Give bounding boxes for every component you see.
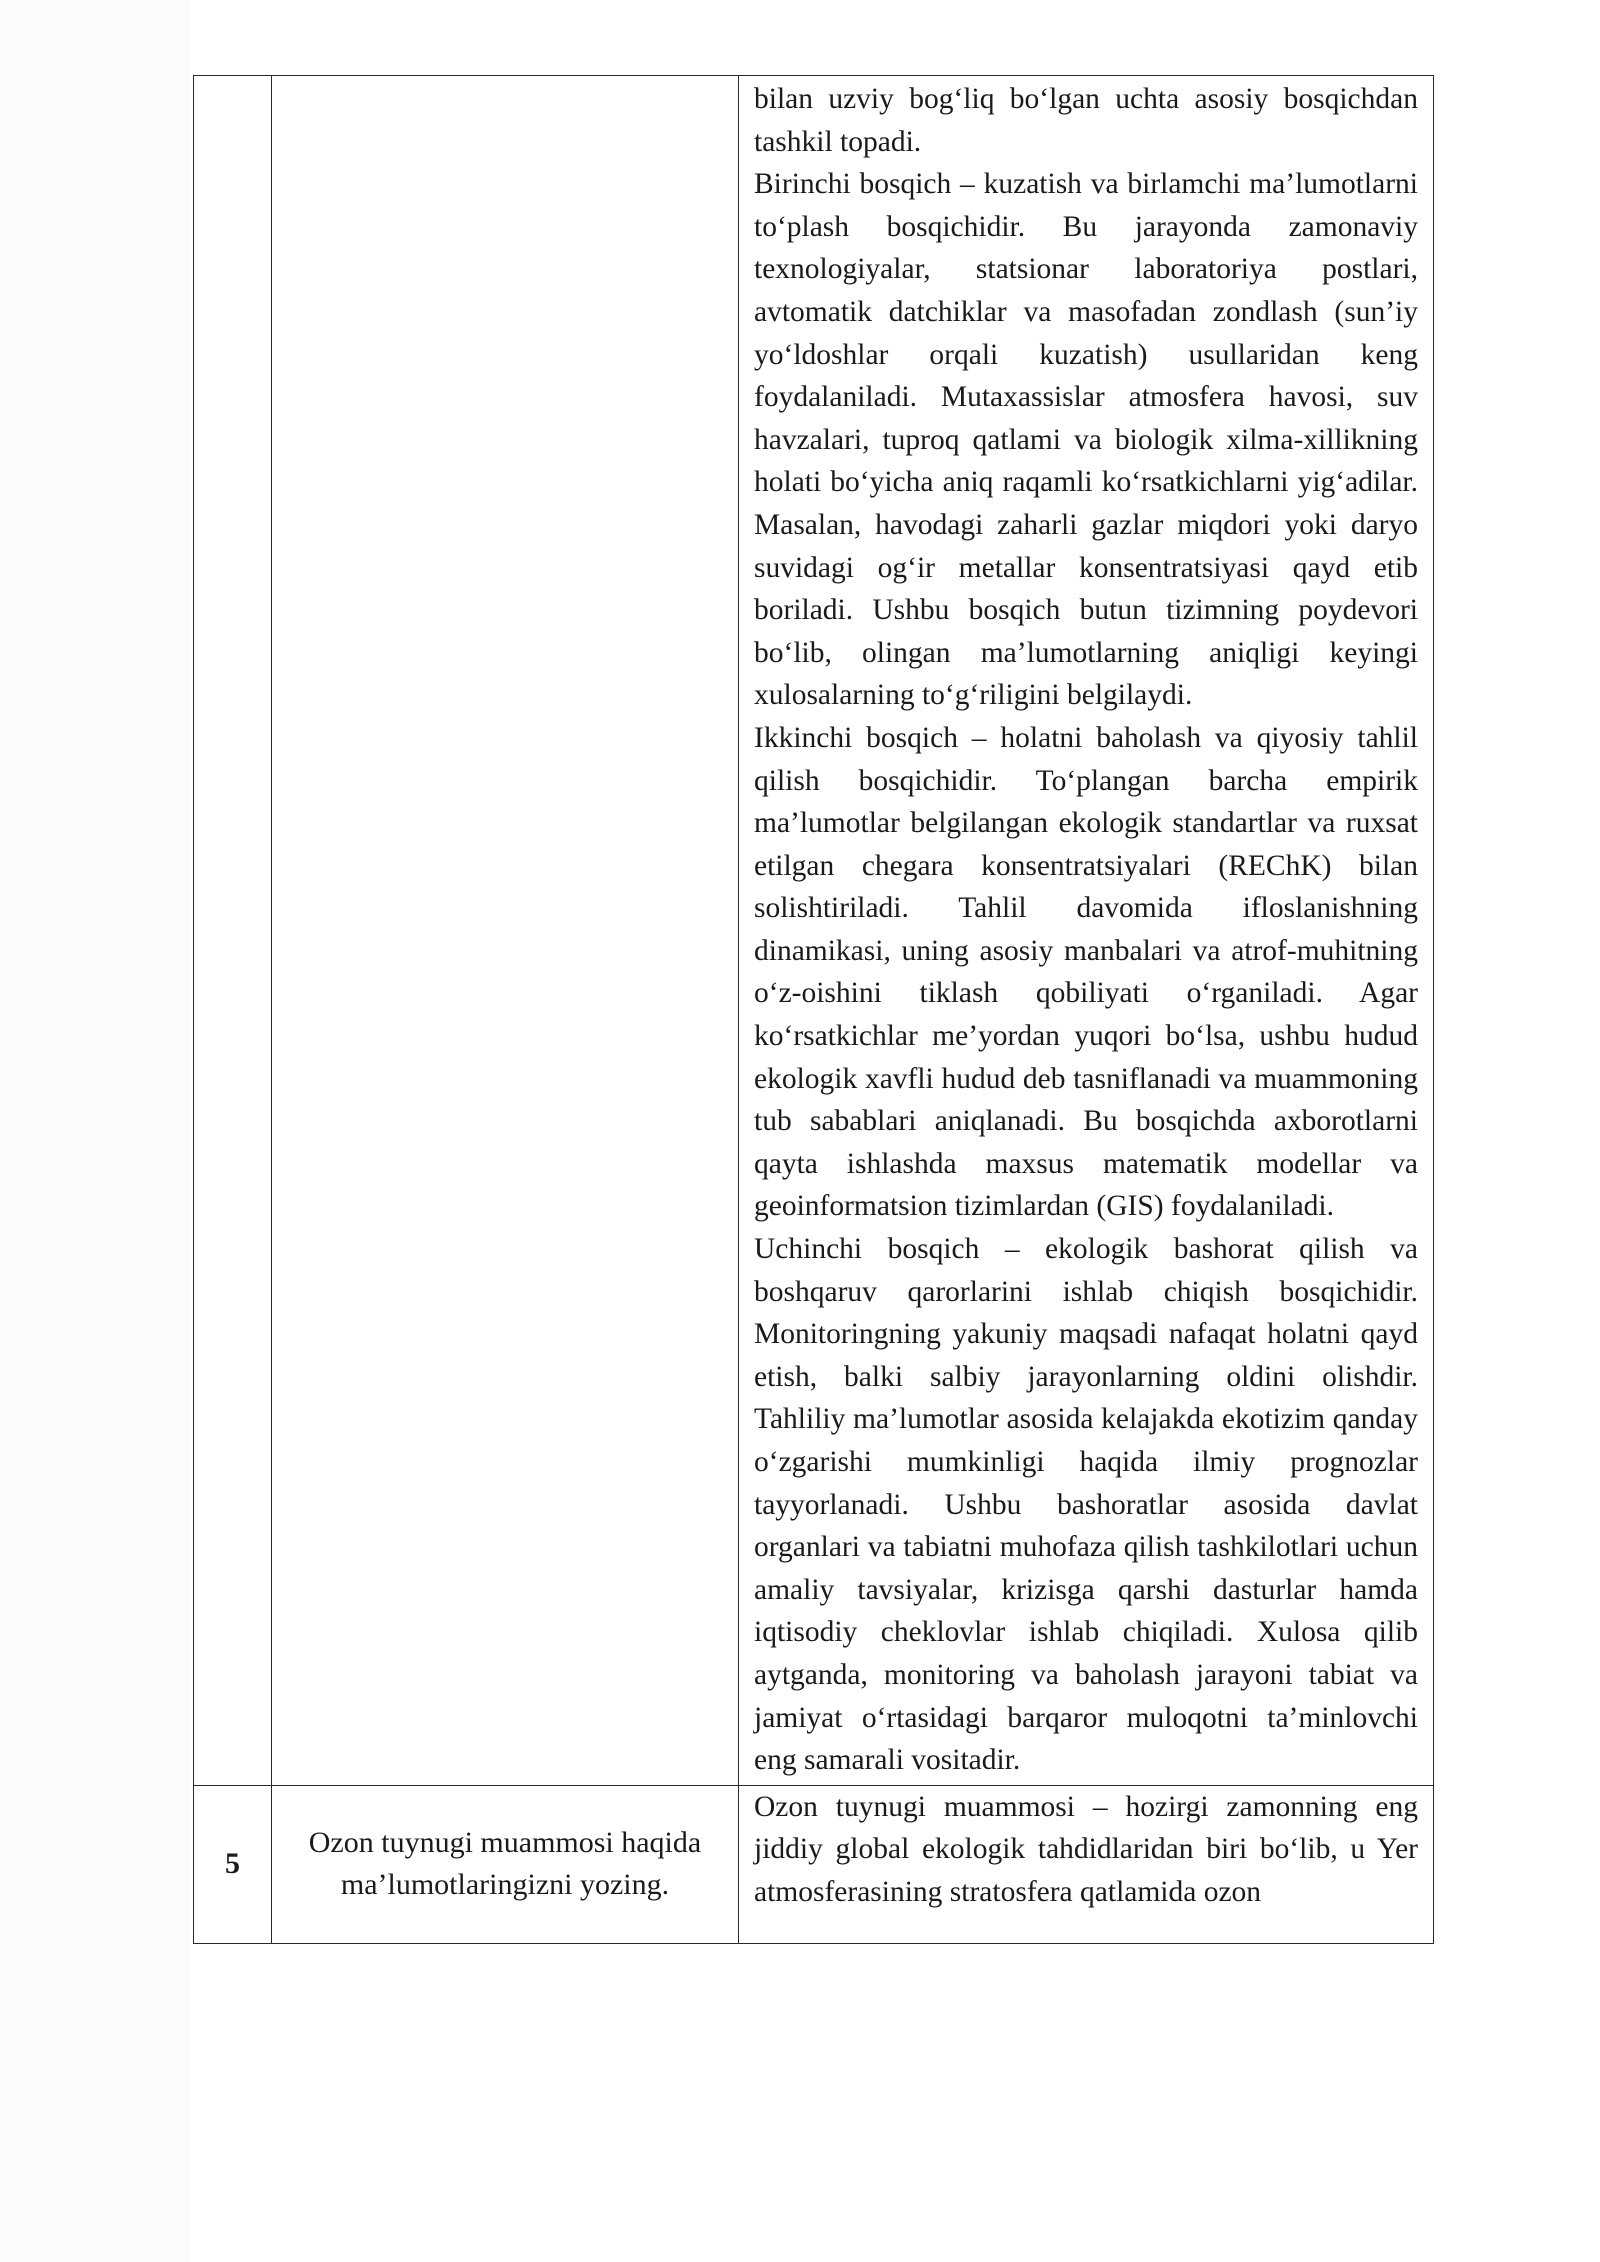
answer-cell bbox=[739, 1785, 1434, 1943]
answer-text bbox=[739, 76, 1433, 1785]
answer-paragraph: Uchinchi bosqich – ekologik bashorat qilish va boshqaruv qarorlarini ishlab chiqish bosqichidir. Monitoringning yakuniy maqsadi nafaqat holatni qayd etish, balki salbiy jarayonlarning oldini olishdir. Tahliliy ma’lumotlar asosida kelajakda ekotizim qanday o‘zgarishi mumkinligi haqida ilmiy prognozlar tayyorlanadi. Ushbu bashoratlar asosida davlat organlari va tabiatni muhofaza qilish tashkilotlari uchun amaliy tavsiyalar, krizisga qarshi dasturlar hamda iqtisodiy cheklovlar ishlab chiqiladi. Xulosa qilib aytganda, monitoring va baholash jarayoni tabiat va jamiyat o‘rtasidagi barqaror muloqotni ta’minlovchi eng samarali vositadir. bbox=[754, 1233, 1418, 1777]
row-number-cell bbox=[194, 76, 272, 1786]
page-margin-strip bbox=[0, 0, 190, 2262]
table-row bbox=[194, 1785, 1434, 1943]
answer-paragraph: bilan uzviy bog‘liq bo‘lgan uchta asosiy bosqichdan tashkil topadi. bbox=[754, 83, 1418, 158]
question-cell bbox=[272, 76, 739, 1786]
answer-paragraph: Ikkinchi bosqich – holatni baholash va qiyosiy tahlil qilish bosqichidir. To‘plangan barcha empirik ma’lumotlar belgilangan ekologik standartlar va ruxsat etilgan chegara konsentratsiyalari (REChK) bilan solishtiriladi. Tahlil davomida ifloslanishning dinamikasi, uning asosiy manbalari va atrof-muhitning o‘z-oishini tiklash qobiliyati o‘rganiladi. Agar ko‘rsatkichlar me’yordan yuqori bo‘lsa, ushbu hudud ekologik xavfli hudud deb tasniflanadi va muammoning tub sabablari aniqlanadi. Bu bosqichda axborotlarni qayta ishlashda maxsus matematik modellar va geoinformatsion tizimlardan (GIS) foydalaniladi. bbox=[754, 721, 1418, 1223]
row-number-cell: 5 bbox=[194, 1785, 272, 1943]
table-row bbox=[194, 76, 1434, 1786]
question-cell: Ozon tuynugi muammosi haqida ma’lumotlaringizni yozing. bbox=[272, 1785, 739, 1943]
answer-text: Ozon tuynugi muammosi – hozirgi zamonning eng jiddiy global ekologik tahdidlaridan biri bo‘lib, u Yer atmosferasining stratosfera qatlamida ozon bbox=[754, 1790, 1418, 1908]
answer-paragraph: Birinchi bosqich – kuzatish va birlamchi ma’lumotlarni to‘plash bosqichidir. Bu jarayonda zamonaviy texnologiyalar, statsionar laboratoriya postlari, avtomatik datchiklar va masofadan zondlash (sun’iy yo‘ldoshlar orqali kuzatish) usullaridan keng foydalaniladi. Mutaxassislar atmosfera havosi, suv havzalari, tuproq qatlami va biologik xilma-xillikning holati bo‘yicha aniq raqamli ko‘rsatkichlarni yig‘adilar. Masalan, havodagi zaharli gazlar miqdori yoki daryo suvidagi og‘ir metallar konsentratsiyasi qayd etib boriladi. Ushbu bosqich butun tizimning poydevori bo‘lib, olingan ma’lumotlarning aniqligi keyingi xulosalarning to‘g‘riligini belgilaydi. bbox=[754, 168, 1418, 712]
answer-cell bbox=[739, 76, 1434, 1786]
qa-table bbox=[193, 75, 1434, 1944]
